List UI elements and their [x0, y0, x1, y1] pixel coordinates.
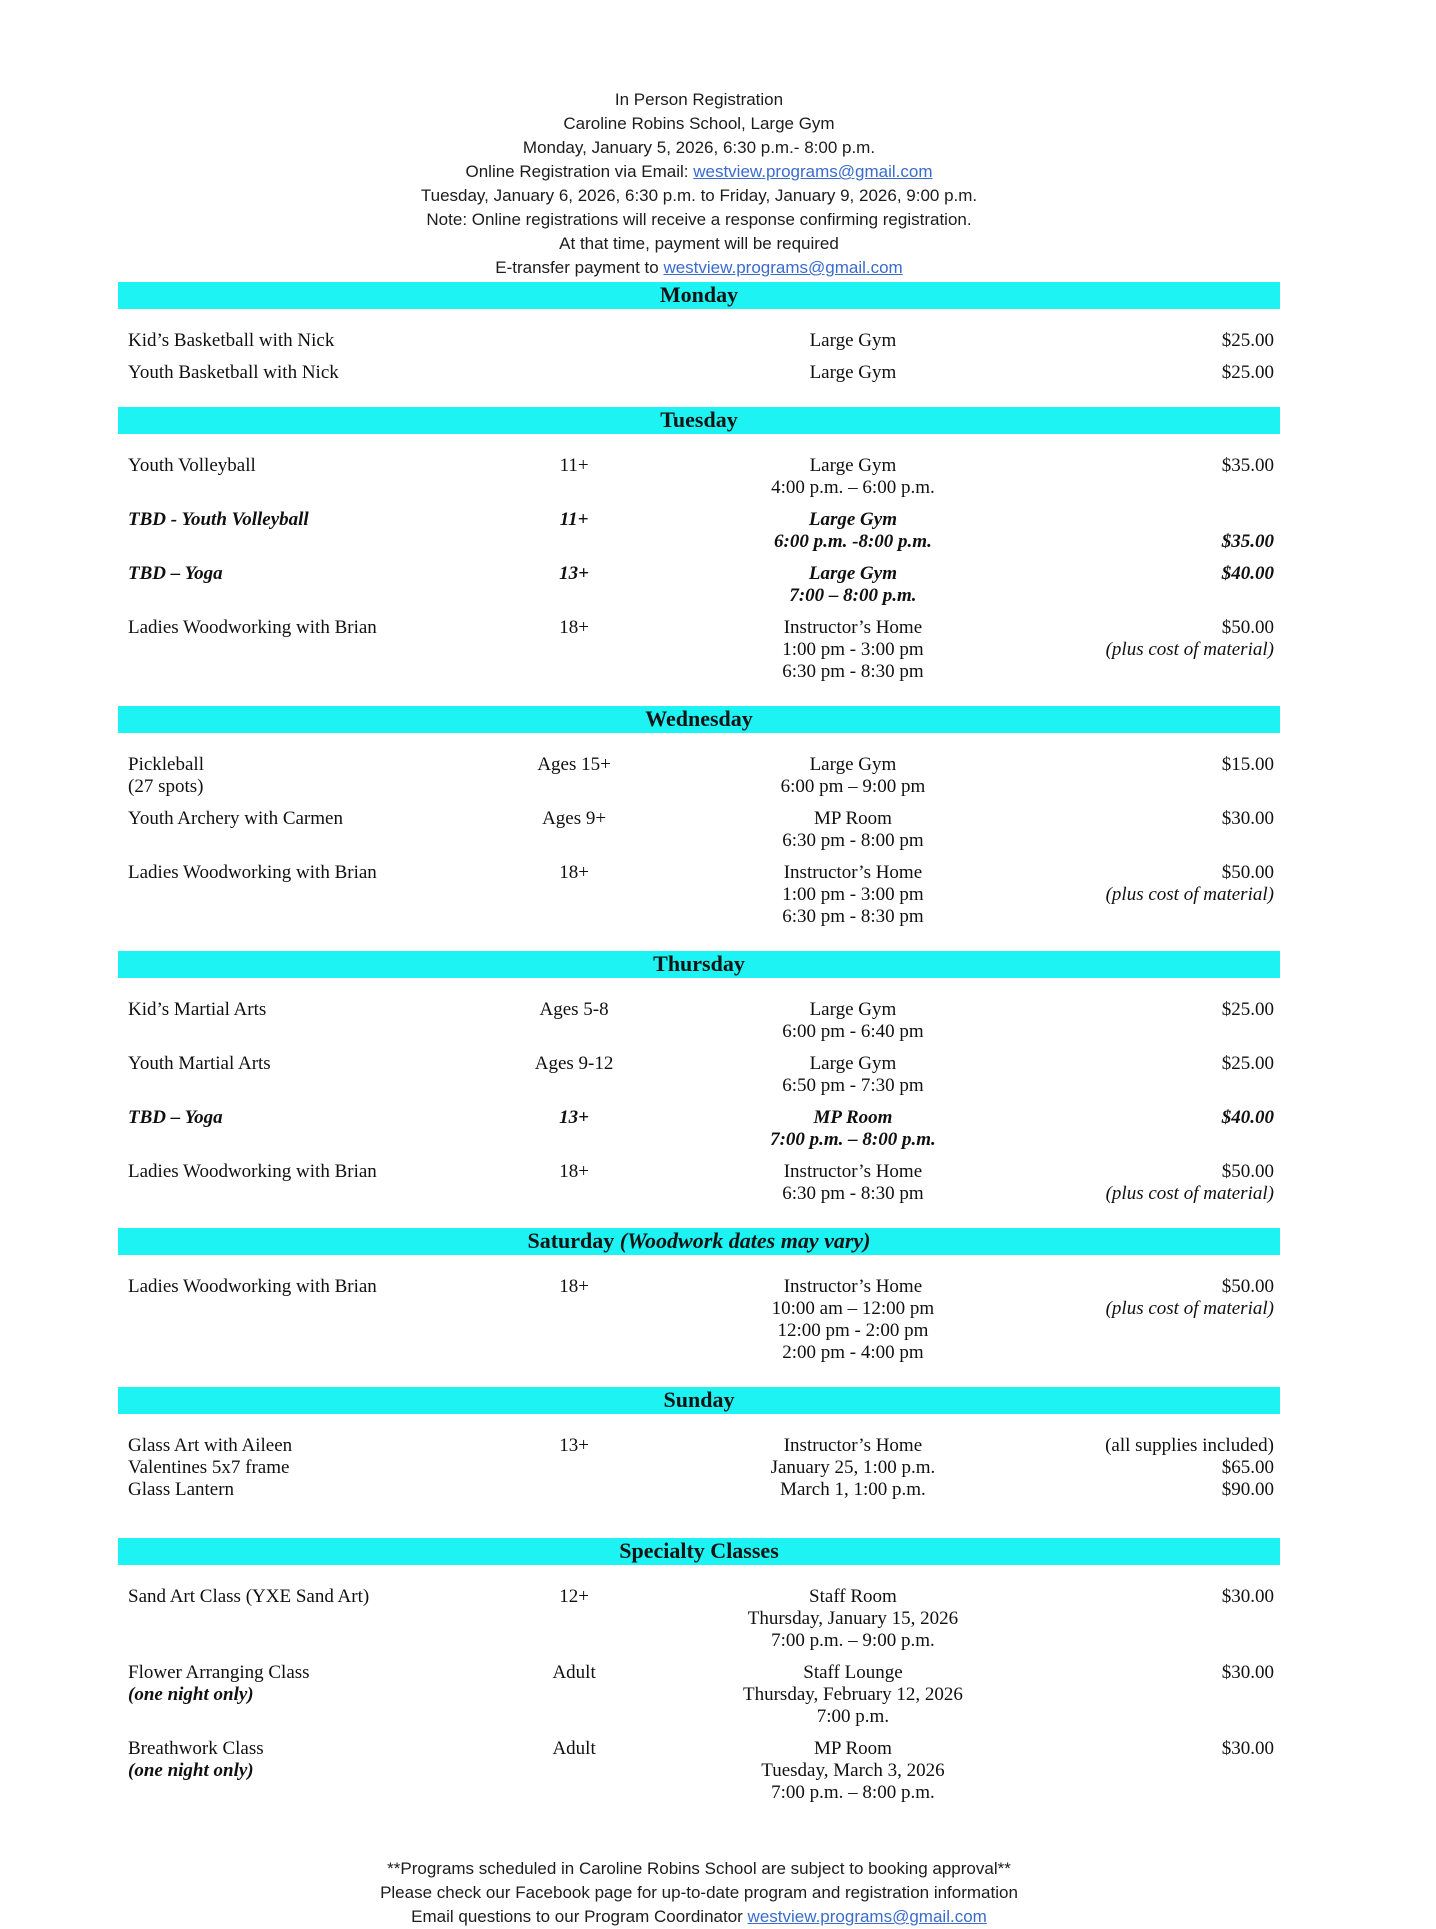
footer-line: **Programs scheduled in Caroline Robins School are subject to booking approval** — [387, 1859, 1011, 1878]
program-row — [118, 999, 1280, 1043]
program-price — [1036, 1586, 1280, 1652]
program-location-line: MP Room — [813, 1738, 892, 1759]
program-price-line: $50.00 — [1221, 617, 1274, 638]
program-name-line: Ladies Woodworking with Brian — [128, 617, 377, 638]
program-row — [118, 1053, 1280, 1097]
program-age — [478, 1053, 670, 1097]
program-name — [118, 563, 478, 607]
program-location-line: Instructor’s Home — [783, 1161, 923, 1182]
program-location-line: 7:00 p.m. – 8:00 p.m. — [771, 1782, 935, 1803]
program-name-line: Kid’s Basketball with Nick — [128, 330, 335, 351]
program-location-line: 4:00 p.m. – 6:00 p.m. — [771, 477, 935, 498]
program-location-line: Thursday, January 15, 2026 — [747, 1608, 959, 1629]
program-location-line: Instructor’s Home — [783, 862, 923, 883]
program-name-line: Glass Art with Aileen — [128, 1435, 293, 1456]
program-age-line: 12+ — [559, 1586, 589, 1607]
day-banner — [118, 951, 1280, 978]
program-location-line: Large Gym — [808, 509, 897, 530]
program-location-line: 6:00 p.m. -8:00 p.m. — [774, 531, 932, 552]
program-age — [478, 1586, 670, 1652]
program-location — [670, 1276, 1036, 1364]
program-name — [118, 1435, 478, 1501]
program-name — [118, 1662, 478, 1728]
program-name — [118, 1161, 478, 1205]
day-banner — [118, 1387, 1280, 1414]
day-banner-title: Wednesday — [645, 706, 753, 731]
program-name — [118, 808, 478, 852]
program-price — [1036, 1662, 1280, 1728]
program-name-line: Ladies Woodworking with Brian — [128, 1161, 377, 1182]
program-location — [670, 1161, 1036, 1205]
program-price — [1036, 1738, 1280, 1804]
program-name — [118, 754, 478, 798]
program-name — [118, 1586, 478, 1652]
day-banner — [118, 407, 1280, 434]
program-location-line: 6:30 pm - 8:30 pm — [782, 906, 924, 927]
program-location-line: Large Gym — [809, 455, 897, 476]
program-age — [478, 862, 670, 928]
program-location-line: Large Gym — [809, 999, 897, 1020]
email-link[interactable]: westview.programs@gmail.com — [663, 258, 903, 277]
program-name-line: Youth Martial Arts — [128, 1053, 271, 1074]
program-age-line: Adult — [552, 1738, 596, 1759]
program-location-line: Staff Room — [809, 1586, 897, 1607]
program-name-line: Youth Basketball with Nick — [128, 362, 339, 383]
program-location-line: 1:00 pm - 3:00 pm — [782, 884, 924, 905]
header-line: Tuesday, January 6, 2026, 6:30 p.m. to Friday, January 9, 2026, 9:00 p.m. — [420, 186, 978, 205]
program-age — [478, 754, 670, 798]
program-row — [118, 1107, 1280, 1151]
program-age-line: 13+ — [559, 1435, 589, 1456]
program-age-line: Ages 5-8 — [539, 999, 609, 1020]
program-name — [118, 509, 478, 553]
day-rows — [118, 733, 1280, 949]
schedule-sections — [118, 282, 1280, 1825]
program-price-line: $15.00 — [1221, 754, 1274, 775]
program-name-line: Pickleball — [128, 754, 204, 775]
program-price — [1036, 754, 1280, 798]
day-rows — [118, 1255, 1280, 1385]
program-age-line: Ages 15+ — [537, 754, 611, 775]
program-location-line: Large Gym — [809, 362, 897, 383]
program-location — [670, 862, 1036, 928]
program-name-line: Flower Arranging Class — [128, 1662, 310, 1683]
program-name-line: Youth Volleyball — [128, 455, 256, 476]
program-location — [670, 617, 1036, 683]
day-section — [118, 1387, 1280, 1522]
program-price — [1036, 862, 1280, 928]
program-location-line: 7:00 p.m. – 8:00 p.m. — [770, 1129, 936, 1150]
program-price-line: $50.00 — [1221, 1161, 1274, 1182]
program-row — [118, 808, 1280, 852]
program-price-line: $30.00 — [1221, 1586, 1274, 1607]
day-banner — [118, 706, 1280, 733]
program-name — [118, 330, 478, 352]
program-name — [118, 862, 478, 928]
day-banner-title: Thursday — [653, 951, 745, 976]
program-age — [478, 1107, 670, 1151]
program-age-line: 18+ — [559, 1276, 589, 1297]
program-location-line: 12:00 pm - 2:00 pm — [777, 1320, 929, 1341]
program-location-line: 6:30 pm - 8:30 pm — [782, 661, 924, 682]
program-name-line: (27 spots) — [128, 776, 204, 797]
program-name — [118, 1738, 478, 1804]
program-name-line: Ladies Woodworking with Brian — [128, 862, 377, 883]
program-price-line: $65.00 — [1221, 1457, 1274, 1478]
program-row — [118, 563, 1280, 607]
link-prefix-text: Email questions to our Program Coordinator — [411, 1907, 748, 1926]
program-row — [118, 1161, 1280, 1205]
program-price-line — [1036, 509, 1274, 531]
program-location-line: Large Gym — [808, 563, 897, 584]
program-age — [478, 1435, 670, 1501]
program-price — [1036, 617, 1280, 683]
program-location — [670, 362, 1036, 384]
program-price-line: (plus cost of material) — [1105, 1183, 1274, 1204]
program-location-line: 1:00 pm - 3:00 pm — [782, 639, 924, 660]
program-name — [118, 1107, 478, 1151]
program-age-line: Ages 9+ — [542, 808, 607, 829]
program-age — [478, 1662, 670, 1728]
day-banner-note: (Woodwork dates may vary) — [614, 1228, 871, 1253]
day-rows — [118, 978, 1280, 1226]
program-price-line: $50.00 — [1221, 862, 1274, 883]
day-banner-title: Sunday — [663, 1387, 735, 1412]
program-name-line: Youth Archery with Carmen — [128, 808, 343, 829]
program-price — [1036, 509, 1280, 553]
day-section — [118, 282, 1280, 405]
program-age-line: 13+ — [559, 1107, 589, 1128]
program-row — [118, 1276, 1280, 1364]
program-location-line: Instructor’s Home — [783, 1276, 923, 1297]
program-name-line: (one night only) — [128, 1760, 254, 1781]
program-price-line: (plus cost of material) — [1105, 1298, 1274, 1319]
program-price-line: $35.00 — [1221, 531, 1274, 552]
email-link[interactable]: westview.programs@gmail.com — [693, 162, 933, 181]
program-row — [118, 617, 1280, 683]
program-location — [670, 455, 1036, 499]
program-name-line: Kid’s Martial Arts — [128, 999, 267, 1020]
link-prefix-text: Online Registration via Email: — [465, 162, 694, 181]
program-name-line: Sand Art Class (YXE Sand Art) — [128, 1586, 370, 1607]
program-name-line: Ladies Woodworking with Brian — [128, 1276, 377, 1297]
program-age-line: Ages 9-12 — [534, 1053, 614, 1074]
program-location-line: 6:00 pm - 6:40 pm — [782, 1021, 924, 1042]
program-name — [118, 455, 478, 499]
program-age — [478, 509, 670, 553]
header-line: At that time, payment will be required — [559, 234, 839, 253]
program-age — [478, 1276, 670, 1364]
program-name-line: TBD - Youth Volleyball — [128, 509, 309, 530]
footer-line: Please check our Facebook page for up-to-date program and registration information — [380, 1883, 1018, 1902]
program-age — [478, 1161, 670, 1205]
program-price — [1036, 999, 1280, 1043]
program-location-line: MP Room — [813, 1107, 893, 1128]
day-banner — [118, 1538, 1280, 1565]
program-location-line: Instructor’s Home — [783, 1435, 923, 1456]
program-location-line: Large Gym — [809, 1053, 897, 1074]
program-location-line: 7:00 p.m. — [816, 1706, 890, 1727]
program-age — [478, 1738, 670, 1804]
program-location-line: 6:50 pm - 7:30 pm — [782, 1075, 924, 1096]
program-age — [478, 362, 670, 384]
program-age — [478, 563, 670, 607]
program-row — [118, 862, 1280, 928]
program-price — [1036, 1276, 1280, 1364]
program-age-line: 18+ — [559, 1161, 589, 1182]
program-name-line: TBD – Yoga — [128, 1107, 223, 1128]
program-row — [118, 509, 1280, 553]
header-line: Caroline Robins School, Large Gym — [563, 114, 835, 133]
program-price — [1036, 563, 1280, 607]
program-row — [118, 330, 1280, 352]
program-age-line: Adult — [552, 1662, 596, 1683]
program-price-line: $90.00 — [1221, 1479, 1274, 1500]
program-age-line: 13+ — [559, 563, 589, 584]
program-name-line: Breathwork Class — [128, 1738, 264, 1759]
program-name — [118, 1276, 478, 1364]
program-age-line: 11+ — [559, 455, 589, 476]
day-rows — [118, 309, 1280, 405]
program-price-line: $40.00 — [1221, 563, 1274, 584]
program-price-line: $50.00 — [1221, 1276, 1274, 1297]
program-price-line: $25.00 — [1221, 330, 1274, 351]
program-age — [478, 999, 670, 1043]
program-price — [1036, 362, 1280, 384]
program-price — [1036, 1435, 1280, 1501]
program-location-line: March 1, 1:00 p.m. — [780, 1479, 926, 1500]
program-name — [118, 617, 478, 683]
day-section — [118, 407, 1280, 704]
program-price — [1036, 330, 1280, 352]
program-location-line: 7:00 – 8:00 p.m. — [789, 585, 917, 606]
program-name-line: Valentines 5x7 frame — [128, 1457, 290, 1478]
program-location — [670, 1053, 1036, 1097]
program-price — [1036, 808, 1280, 852]
program-location — [670, 330, 1036, 352]
program-location-line: Large Gym — [809, 330, 897, 351]
program-location — [670, 754, 1036, 798]
program-price-line: (plus cost of material) — [1105, 884, 1274, 905]
program-price-line: $30.00 — [1221, 808, 1274, 829]
program-location-line: 2:00 pm - 4:00 pm — [782, 1342, 924, 1363]
email-link[interactable]: westview.programs@gmail.com — [747, 1907, 987, 1926]
day-banner — [118, 1228, 1280, 1255]
day-rows — [118, 1414, 1280, 1522]
program-location — [670, 509, 1036, 553]
day-section — [118, 706, 1280, 949]
program-price-line: $25.00 — [1221, 362, 1274, 383]
program-age — [478, 330, 670, 352]
program-location — [670, 1107, 1036, 1151]
day-rows — [118, 434, 1280, 704]
program-name-line: Glass Lantern — [128, 1479, 235, 1500]
footer-line — [118, 1905, 1280, 1929]
registration-header — [118, 88, 1280, 280]
program-location-line: January 25, 1:00 p.m. — [770, 1457, 936, 1478]
day-banner-title: Monday — [659, 282, 739, 307]
program-location — [670, 1662, 1036, 1728]
program-price-line: $25.00 — [1221, 1053, 1274, 1074]
program-location-line: 6:30 pm - 8:30 pm — [782, 1183, 924, 1204]
day-banner-title: Saturday — [527, 1228, 615, 1253]
program-age-line: 18+ — [559, 862, 589, 883]
program-price-line: $30.00 — [1221, 1662, 1274, 1683]
header-line: Monday, January 5, 2026, 6:30 p.m.- 8:00 p.m. — [522, 138, 876, 157]
link-prefix-text: E-transfer payment to — [495, 258, 664, 277]
program-location-line: Staff Lounge — [803, 1662, 903, 1683]
program-age — [478, 617, 670, 683]
program-age — [478, 455, 670, 499]
program-name — [118, 999, 478, 1043]
program-name — [118, 1053, 478, 1097]
program-name-line: (one night only) — [128, 1684, 254, 1705]
program-age — [478, 808, 670, 852]
program-location — [670, 999, 1036, 1043]
program-location — [670, 1586, 1036, 1652]
program-row — [118, 362, 1280, 384]
program-price — [1036, 1161, 1280, 1205]
program-location-line: 6:00 pm – 9:00 pm — [780, 776, 926, 797]
program-name-line: TBD – Yoga — [128, 563, 223, 584]
day-rows — [118, 1565, 1280, 1825]
program-price — [1036, 1107, 1280, 1151]
day-banner-title: Tuesday — [660, 407, 738, 432]
program-location — [670, 563, 1036, 607]
program-location — [670, 1738, 1036, 1804]
program-location-line: 6:30 pm - 8:00 pm — [782, 830, 924, 851]
day-banner — [118, 282, 1280, 309]
header-line: In Person Registration — [614, 90, 784, 109]
program-row — [118, 455, 1280, 499]
program-row — [118, 754, 1280, 798]
program-price-line: (plus cost of material) — [1105, 639, 1274, 660]
program-price-line: (all supplies included) — [1105, 1435, 1274, 1456]
day-banner-title: Specialty Classes — [619, 1538, 779, 1563]
program-row — [118, 1662, 1280, 1728]
day-section — [118, 1538, 1280, 1825]
program-location-line: 10:00 am – 12:00 pm — [771, 1298, 935, 1319]
program-location-line: Thursday, February 12, 2026 — [743, 1684, 963, 1705]
header-line — [118, 256, 1280, 280]
day-section — [118, 951, 1280, 1226]
program-age-line: 18+ — [559, 617, 589, 638]
program-location — [670, 1435, 1036, 1501]
program-location-line: 7:00 p.m. – 9:00 p.m. — [771, 1630, 935, 1651]
program-age-line: 11+ — [559, 509, 589, 530]
program-price-line: $35.00 — [1221, 455, 1274, 476]
registration-flyer — [118, 0, 1280, 1929]
program-location-line: Tuesday, March 3, 2026 — [761, 1760, 945, 1781]
day-section — [118, 1228, 1280, 1385]
program-row — [118, 1738, 1280, 1804]
program-price-line: $25.00 — [1221, 999, 1274, 1020]
page-footer — [118, 1857, 1280, 1929]
header-line: Note: Online registrations will receive a response confirming registration. — [426, 210, 972, 229]
program-price-line: $40.00 — [1221, 1107, 1274, 1128]
program-location-line: Large Gym — [809, 754, 897, 775]
header-line — [118, 160, 1280, 184]
program-price — [1036, 1053, 1280, 1097]
program-price — [1036, 455, 1280, 499]
program-name — [118, 362, 478, 384]
program-row — [118, 1586, 1280, 1652]
program-location — [670, 808, 1036, 852]
program-row — [118, 1435, 1280, 1501]
program-location-line: MP Room — [813, 808, 892, 829]
program-price-line: $30.00 — [1221, 1738, 1274, 1759]
program-location-line: Instructor’s Home — [783, 617, 923, 638]
